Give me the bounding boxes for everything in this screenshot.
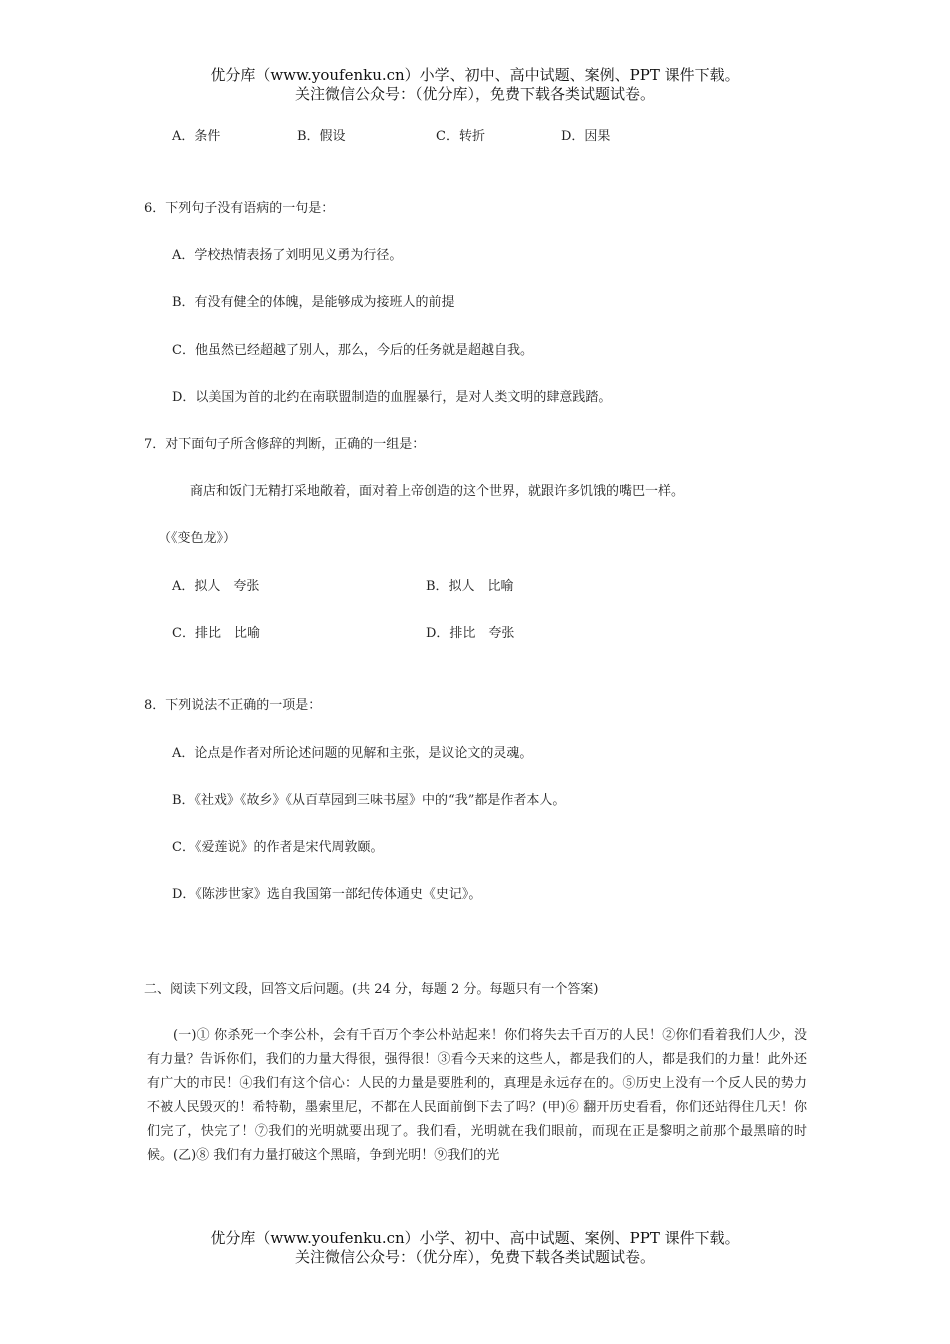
q8-option-d: D．《陈涉世家》选自我国第一部纪传体通史《史记》。 [172,887,482,902]
q6-option-d: D．以美国为首的北约在南联盟制造的血腥暴行，是对人类文明的肆意践踏。 [172,390,612,405]
reading-passage: (一)① 你杀死一个李公朴，会有千百万个李公朴站起来！你们将失去千百万的人民！②你们看着我们人少，没有力量？告诉你们，我们的力量大得很，强得很！③看今天来的这些人，都是我们的人，都是我们的力量！此外还有广大的市民！④我们有这个信心：人民的力量是要胜利的，真理是永远存在的。⑤历史上没有一个反人民的势力不被人民毁灭的！希特勒，墨索里尼，不都在人民面前倒下去了吗？(甲)⑥ 翻开历史看看，你们还站得住几天！你们完了，快完了！⑦我们的光明就要出现了。我们看，光明就在我们眼前，而现在正是黎明之前那个最黑暗的时候。(乙)⑧ 我们有力量打破这个黑暗，争到光明！⑨我们的光 [147,1028,807,1163]
q8-option-a: A．论点是作者对所论述问题的见解和主张，是议论文的灵魂。 [172,746,533,761]
page-header [0,66,950,104]
header-line-2: 关注微信公众号：（优分库），免费下载各类试题试卷。 [294,85,655,103]
q7-option-b: B．拟人 比喻 [426,579,514,594]
q5-option-b: B．假设 [297,129,346,144]
q7-option-a: A．拟人 夸张 [172,579,260,594]
page-footer [0,1229,950,1267]
q7-option-c: C．排比 比喻 [172,626,260,641]
q5-option-c: C．转折 [436,129,485,144]
q6-option-b: B．有没有健全的体魄，是能够成为接班人的前提 [172,295,455,310]
footer-line-2: 关注微信公众号：（优分库），免费下载各类试题试卷。 [294,1248,655,1266]
q6-option-c: C．他虽然已经超越了别人，那么，今后的任务就是超越自我。 [172,343,533,358]
q7-stem: 7．对下面句子所含修辞的判断，正确的一组是： [144,437,426,452]
footer-line-1: 优分库（www.youfenku.cn）小学、初中、高中试题、案例、PPT 课件下载。 [210,1229,740,1247]
q5-option-a: A．条件 [172,129,221,144]
q8-option-c: C．《爱莲说》的作者是宋代周敦颐。 [172,840,384,855]
q6-stem: 6．下列句子没有语病的一句是： [144,201,335,216]
q7-quote: 商店和饭门无精打采地敞着，面对着上帝创造的这个世界，就跟许多饥饿的嘴巴一样。 [190,484,685,499]
section-2-title: 二、阅读下列文段，回答文后问题。(共 24 分，每题 2 分。每题只有一个答案) [144,982,599,997]
q7-option-d: D．排比 夸张 [426,626,515,641]
q8-stem: 8．下列说法不正确的一项是： [144,698,322,713]
header-line-1: 优分库（www.youfenku.cn）小学、初中、高中试题、案例、PPT 课件下载。 [210,66,740,84]
q7-source: （《变色龙》） [158,531,237,546]
q6-option-a: A．学校热情表扬了刘明见义勇为行径。 [172,248,403,263]
q5-option-d: D．因果 [561,129,611,144]
q8-option-b: B．《社戏》《故乡》《从百草园到三味书屋》中的“我”都是作者本人。 [172,793,566,808]
